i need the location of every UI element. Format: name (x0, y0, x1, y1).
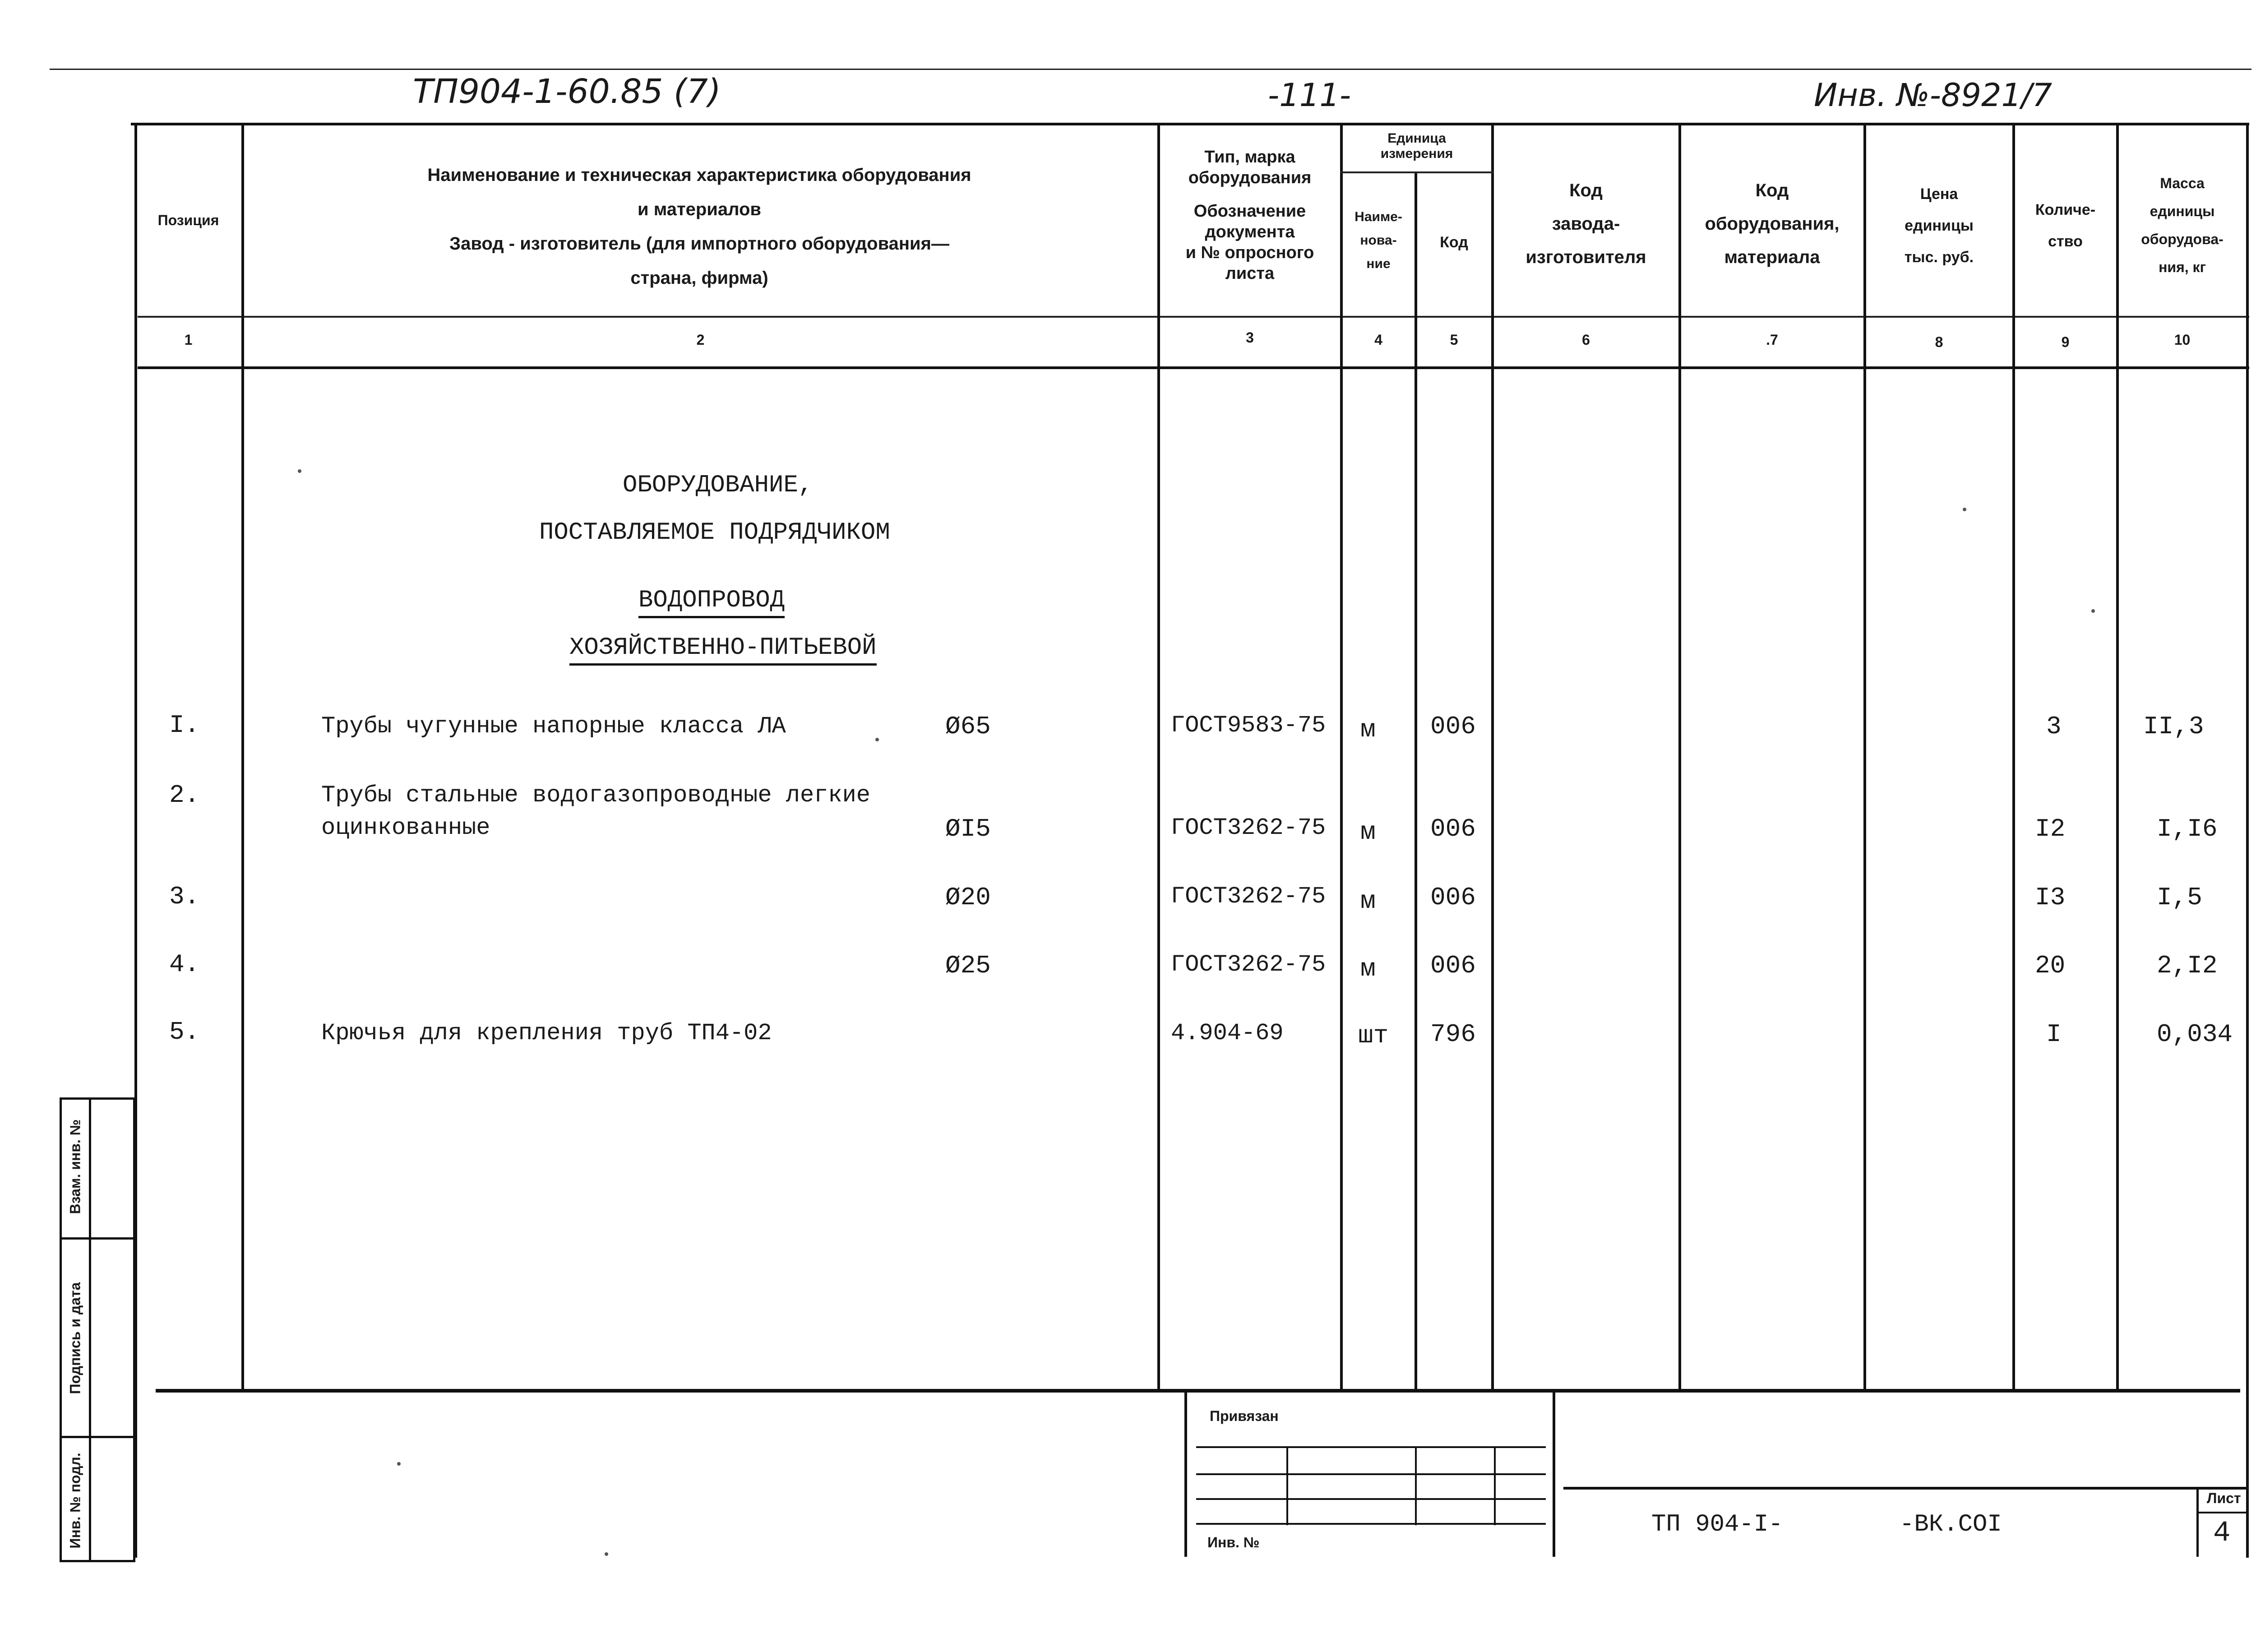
binding-grid-vline (1415, 1446, 1417, 1525)
frame-right (2246, 123, 2249, 1558)
col-divider-1 (241, 123, 244, 1391)
section-subtitle-line2-text: ХОЗЯЙСТВЕННО-ПИТЬЕВОЙ (569, 634, 877, 666)
header-mass-line2: единицы (2150, 203, 2215, 219)
header-mass (2118, 169, 2246, 281)
header-type-line5: и № опросного (1185, 243, 1314, 262)
col-divider-4 (1415, 171, 1417, 1391)
section-subtitle-line1 (638, 587, 785, 614)
col-divider-5 (1491, 123, 1494, 1391)
side-stamp-original-inventory: Инв. № подл. (67, 1453, 83, 1549)
header-factory-code-line2: завода- (1552, 214, 1620, 234)
binding-label: Привязан (1210, 1408, 1279, 1424)
binding-grid-line (1196, 1498, 1546, 1500)
column-number: 5 (1450, 332, 1458, 348)
row-unit: м (1360, 954, 1376, 983)
header-position: Позиция (157, 212, 219, 228)
row-name-continued: оцинкованные (321, 814, 490, 841)
row-document: ГОСТ9583-75 (1171, 712, 1326, 739)
row-quantity: I2 (2035, 814, 2066, 843)
header-factory-code-line1: Код (1569, 180, 1603, 200)
row-unit: м (1360, 818, 1376, 847)
col-divider-3 (1340, 123, 1343, 1391)
row-mass: 0,034 (2157, 1020, 2233, 1049)
header-mass-line1: Масса (2160, 175, 2205, 191)
scan-speck (298, 469, 301, 473)
row-diameter: Ø65 (945, 712, 991, 741)
row-diameter: Ø20 (945, 883, 991, 912)
row-mass: II,3 (2143, 712, 2204, 741)
row-unit: м (1360, 887, 1376, 916)
section-title-line2: ПОСТАВЛЯЕМОЕ ПОДРЯДЧИКОМ (539, 519, 890, 546)
row-position: 5. (169, 1018, 200, 1046)
header-type-line3: Обозначение (1193, 202, 1306, 221)
row-unit: м (1360, 715, 1376, 744)
header-name-line3: Завод - изготовитель (для импортного оборудования— (449, 234, 949, 254)
row-quantity: I (2046, 1020, 2062, 1049)
page-number: -111- (1268, 77, 1351, 114)
binding-grid-line (1196, 1446, 1546, 1448)
header-price-line1: Цена (1920, 185, 1958, 203)
row-quantity: 3 (2046, 712, 2062, 741)
row-unit-code: 796 (1430, 1020, 1476, 1049)
header-type (1160, 147, 1340, 284)
header-name-line4: страна, фирма) (630, 268, 768, 288)
sheet-box (2196, 1489, 2248, 1557)
row-diameter: Ø25 (945, 951, 991, 980)
side-stamp-replacement: Взам. инв. № (67, 1119, 83, 1214)
header-unit-name (1342, 205, 1415, 276)
col-divider-8 (2012, 123, 2015, 1391)
header-equipment-code-line1: Код (1755, 180, 1789, 200)
row-mass: I,5 (2157, 883, 2202, 912)
scan-speck (875, 738, 879, 741)
scan-speck (2091, 609, 2095, 613)
header-mass-line3: оборудова- (2141, 231, 2224, 247)
row-document: 4.904-69 (1171, 1020, 1284, 1046)
row-unit-code: 006 (1430, 712, 1476, 741)
header-bottom-line (138, 316, 2249, 318)
side-stamp-divider (62, 1237, 133, 1240)
sheet-number: 4 (2213, 1517, 2231, 1550)
inventory-number: Инв. №-8921/7 (1814, 77, 2053, 114)
unit-group-line (1340, 171, 1493, 173)
header-price (1866, 178, 2012, 273)
column-number: 1 (184, 332, 193, 348)
header-name-line2: и материалов (637, 199, 762, 219)
section-subtitle-line2 (569, 634, 877, 662)
row-unit: шт (1358, 1021, 1389, 1050)
column-number: 9 (2061, 334, 2070, 350)
scan-speck (397, 1462, 401, 1466)
row-mass: I,I6 (2157, 814, 2218, 843)
side-stamp-signature: Подпись и дата (67, 1282, 83, 1394)
header-mass-line4: ния, кг (2159, 259, 2206, 275)
header-quantity-line1: Количе- (2035, 201, 2096, 218)
binding-grid-vline (1286, 1446, 1288, 1525)
header-type-line1: Тип, марка (1204, 148, 1295, 167)
scan-speck (605, 1552, 608, 1556)
top-rule (50, 69, 2251, 70)
header-quantity-line2: ство (2048, 233, 2083, 250)
header-name-line1: Наименование и техническая характеристика оборудования (427, 165, 971, 185)
sheet-divider (2199, 1512, 2248, 1513)
header-equipment-code-line2: оборудования, (1705, 214, 1840, 234)
binding-grid-vline (1494, 1446, 1496, 1525)
row-unit-code: 006 (1430, 951, 1476, 980)
header-unit-name-line1: Наиме- (1355, 209, 1402, 224)
binding-box (1184, 1390, 1555, 1557)
header-unit-group-line2: измерения (1380, 146, 1453, 161)
row-document: ГОСТ3262-75 (1171, 951, 1326, 978)
document-code-top-line (1563, 1487, 2246, 1490)
binding-grid-line (1196, 1523, 1546, 1525)
document-code-right: -ВК.СОI (1900, 1511, 2002, 1538)
row-position: 3. (169, 882, 200, 911)
row-quantity: I3 (2035, 883, 2066, 912)
column-number: 10 (2174, 332, 2191, 348)
row-name: Трубы стальные водогазопроводные легкие (321, 782, 870, 809)
column-number: 6 (1582, 332, 1590, 348)
column-number: 2 (696, 332, 705, 348)
col-divider-7 (1863, 123, 1866, 1391)
header-quantity (2015, 194, 2116, 257)
project-code: ТП904-1-60.85 (7) (413, 72, 721, 111)
row-name: Крючья для крепления труб ТП4-02 (321, 1020, 772, 1046)
scan-speck (1963, 508, 1966, 511)
header-type-line4: документа (1205, 222, 1295, 241)
column-number: 4 (1374, 332, 1382, 348)
header-type-line6: листа (1225, 264, 1275, 283)
header-unit-group-line1: Единица (1387, 131, 1446, 146)
sheet-label: Лист (2207, 1490, 2241, 1506)
header-unit-name-line2: нова- (1360, 233, 1397, 248)
header-price-line3: тыс. руб. (1904, 249, 1974, 266)
row-mass: 2,I2 (2157, 951, 2218, 980)
section-subtitle-line1-text: ВОДОПРОВОД (638, 587, 785, 618)
header-unit-name-line3: ние (1366, 256, 1391, 271)
row-document: ГОСТ3262-75 (1171, 814, 1326, 841)
binding-grid-line (1196, 1473, 1546, 1475)
column-number: 3 (1246, 329, 1254, 346)
side-stamp-inner-line (89, 1100, 91, 1560)
colnum-bottom-line (138, 366, 2249, 369)
inventory-label: Инв. № (1207, 1534, 1260, 1550)
header-unit-group (1342, 131, 1491, 162)
col-divider-9 (2116, 123, 2119, 1391)
row-position: I. (169, 711, 200, 740)
row-position: 4. (169, 950, 200, 979)
row-document: ГОСТ3262-75 (1171, 883, 1326, 910)
row-unit-code: 006 (1430, 814, 1476, 843)
header-price-line2: единицы (1905, 217, 1974, 234)
row-position: 2. (169, 781, 200, 810)
row-unit-code: 006 (1430, 883, 1476, 912)
column-number: .7 (1766, 332, 1778, 348)
table-top-border (131, 123, 2249, 125)
header-equipment-code-line3: материала (1724, 247, 1820, 267)
row-quantity: 20 (2035, 951, 2066, 980)
col-divider-6 (1678, 123, 1681, 1391)
header-name (244, 158, 1155, 295)
section-title-line1: ОБОРУДОВАНИЕ, (623, 472, 813, 499)
header-unit-code: Код (1440, 234, 1468, 251)
document-code-left: ТП 904-I- (1651, 1511, 1783, 1538)
header-equipment-code (1681, 174, 1863, 274)
column-number: 8 (1935, 334, 1943, 350)
header-factory-code (1493, 174, 1678, 274)
header-type-line2: оборудования (1188, 168, 1312, 187)
side-stamp (60, 1097, 135, 1562)
col-divider-2 (1157, 123, 1160, 1391)
row-diameter: ØI5 (945, 814, 991, 843)
row-name: Трубы чугунные напорные класса ЛА (321, 713, 786, 740)
header-factory-code-line3: изготовителя (1526, 247, 1646, 267)
